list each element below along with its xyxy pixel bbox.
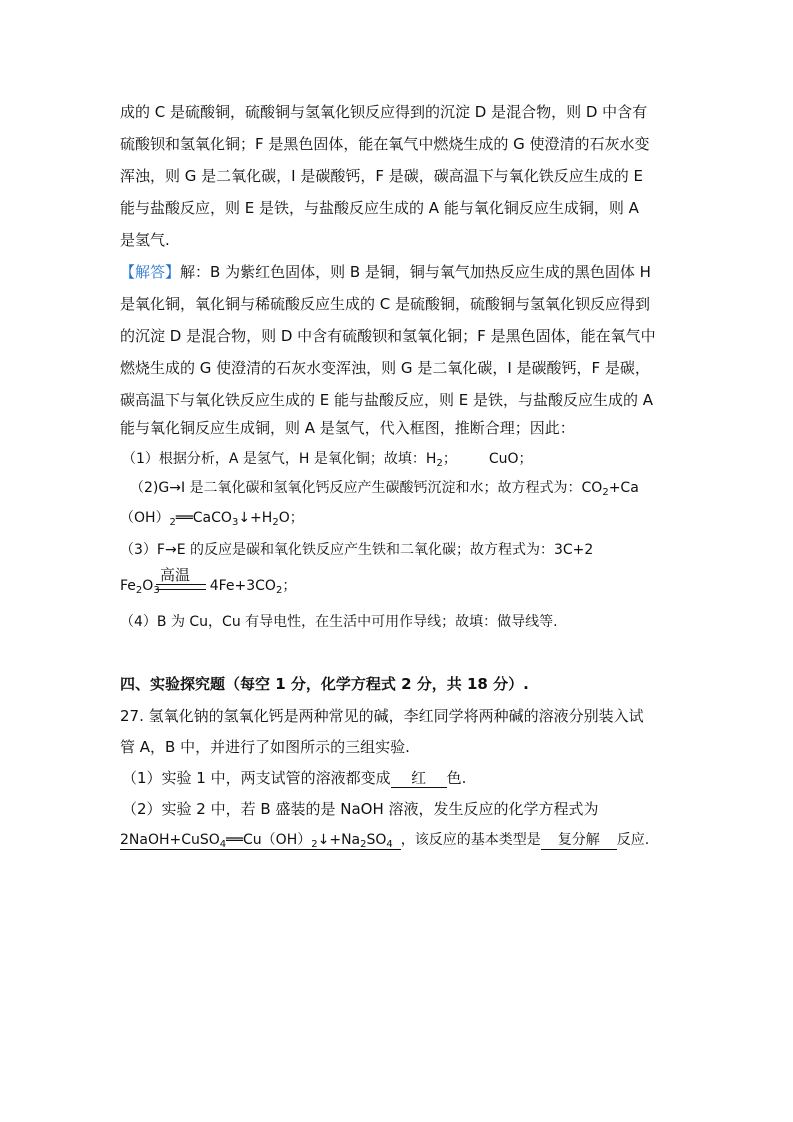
text-line: 是氧化铜，氧化铜与稀硫酸反应生成的 C 是硫酸铜，硫酸铜与氢氧化钡反应得到 bbox=[120, 295, 651, 313]
eq-sub: 2 bbox=[360, 839, 367, 850]
q4-line: （4）B 为 Cu，Cu 有导电性，在生活中可用作导线；故填：做导线等. bbox=[120, 614, 558, 630]
q1-text: （1）根据分析，A 是氢气，H 是氧化铜；故填：H bbox=[122, 451, 437, 467]
reaction-condition: 高温 bbox=[160, 566, 191, 584]
eq-part: SO bbox=[366, 832, 387, 848]
text-line: 是氢气. bbox=[120, 231, 170, 249]
eq-part: 2NaOH+CuSO bbox=[120, 832, 220, 848]
q2-caco: ══CaCO bbox=[175, 510, 232, 526]
q27-2-equation bbox=[120, 831, 401, 850]
q1-answer: CuO； bbox=[488, 451, 533, 467]
text-line: 燃烧生成的 G 使澄清的石灰水变浑浊，则 G 是二氧化碳，I 是碳酸钙，F 是碳， bbox=[120, 359, 650, 377]
q3-sub1: 2 bbox=[135, 585, 143, 596]
text-line: 的沉淀 D 是混合物，则 D 中含有硫酸钡和氢氧化铜；F 是黑色固体，能在氧气中 bbox=[120, 327, 656, 345]
eq-part: ══Cu（OH） bbox=[226, 832, 312, 848]
eq-sub: 2 bbox=[311, 839, 318, 850]
q2-sub1: 2 bbox=[602, 487, 609, 498]
text-line: 浑浊，则 G 是二氧化碳，I 是碳酸钙，F 是碳，碳高温下与氧化铁反应生成的 E bbox=[120, 167, 643, 185]
eq-sub: 4 bbox=[386, 839, 393, 850]
q27-1-answer: 红 bbox=[391, 769, 447, 788]
q2-sub2: 2 bbox=[169, 517, 176, 528]
q2-line1 bbox=[130, 478, 639, 498]
q2-sub4: 2 bbox=[272, 517, 279, 528]
answer-first-line bbox=[120, 262, 651, 282]
text-line: 硫酸钡和氢氧化铜；F 是黑色固体，能在氧气中燃烧生成的 G 使澄清的石灰水变 bbox=[120, 135, 650, 153]
q2-h: ↓+H bbox=[238, 510, 273, 526]
q3-fe: Fe bbox=[120, 578, 136, 594]
answer-tag: 【解答】 bbox=[120, 263, 181, 281]
q1-tail: ； bbox=[442, 451, 457, 467]
q3-o: O bbox=[142, 578, 154, 594]
q27-2-line2 bbox=[120, 830, 649, 850]
text-line: 能与氧化铜反应生成铜，则 A 是氢气，代入框图，推断合理；因此： bbox=[120, 419, 575, 437]
q27-line: 管 A，B 中，并进行了如图所示的三组实验. bbox=[120, 738, 410, 756]
q27-2-mid: ，该反应的基本类型是 bbox=[400, 832, 541, 848]
q27-2-answer: 复分解 bbox=[541, 831, 617, 850]
q27-2-line1: （2）实验 2 中，若 B 盛装的是 NaOH 溶液，发生反应的化学方程式为 bbox=[122, 800, 599, 818]
q27-2-post: 反应. bbox=[616, 832, 650, 848]
q27-1-post: 色. bbox=[446, 769, 467, 787]
q2-end: O； bbox=[278, 510, 304, 526]
eq-sub: 4 bbox=[219, 839, 227, 850]
q3-end: ； bbox=[282, 578, 297, 594]
q3-line1: （3）F→E 的反应是碳和氧化铁反应产生铁和二氧化碳；故方程式为：3C+2 bbox=[120, 542, 594, 558]
section-title: 四、实验探究题（每空 1 分，化学方程式 2 分，共 18 分）. bbox=[120, 675, 529, 693]
q2-oh: （OH） bbox=[120, 510, 170, 526]
q3-products: 4Fe+3CO bbox=[209, 578, 276, 594]
q1-line bbox=[122, 449, 533, 469]
q1-sub: 2 bbox=[436, 458, 443, 469]
text-line: 能与盐酸反应，则 E 是铁，与盐酸反应生成的 A 能与氧化铜反应生成铜，则 A bbox=[120, 199, 639, 217]
eq-part: ↓+Na bbox=[317, 832, 361, 848]
q3-line2 bbox=[120, 576, 296, 596]
text-line: 成的 C 是硫酸铜，硫酸铜与氢氧化钡反应得到的沉淀 D 是混合物，则 D 中含有 bbox=[120, 103, 648, 121]
q2-text: （2)G→I 是二氧化碳和氢氧化钙反应产生碳酸钙沉淀和水；故方程式为：CO bbox=[130, 480, 603, 496]
q27-1-text: （1）实验 1 中，两支试管的溶液都变成 bbox=[122, 769, 391, 787]
q3-sub2: 3 bbox=[153, 585, 160, 596]
q2-tail: +Ca bbox=[608, 480, 639, 496]
q2-line2 bbox=[120, 508, 304, 528]
q2-sub3: 3 bbox=[231, 517, 239, 528]
answer-text: 解：B 为紫红色固体，则 B 是铜，铜与氧气加热反应生成的黑色固体 H bbox=[180, 263, 651, 281]
q27-line: 27. 氢氧化钠的氢氧化钙是两种常见的碱，李红同学将两种碱的溶液分别装入试 bbox=[120, 707, 644, 725]
q3-sub3: 2 bbox=[275, 585, 283, 596]
text-line: 碳高温下与氧化铁反应生成的 E 能与盐酸反应，则 E 是铁，与盐酸反应生成的 A bbox=[120, 391, 654, 409]
q27-1-line bbox=[122, 768, 466, 788]
